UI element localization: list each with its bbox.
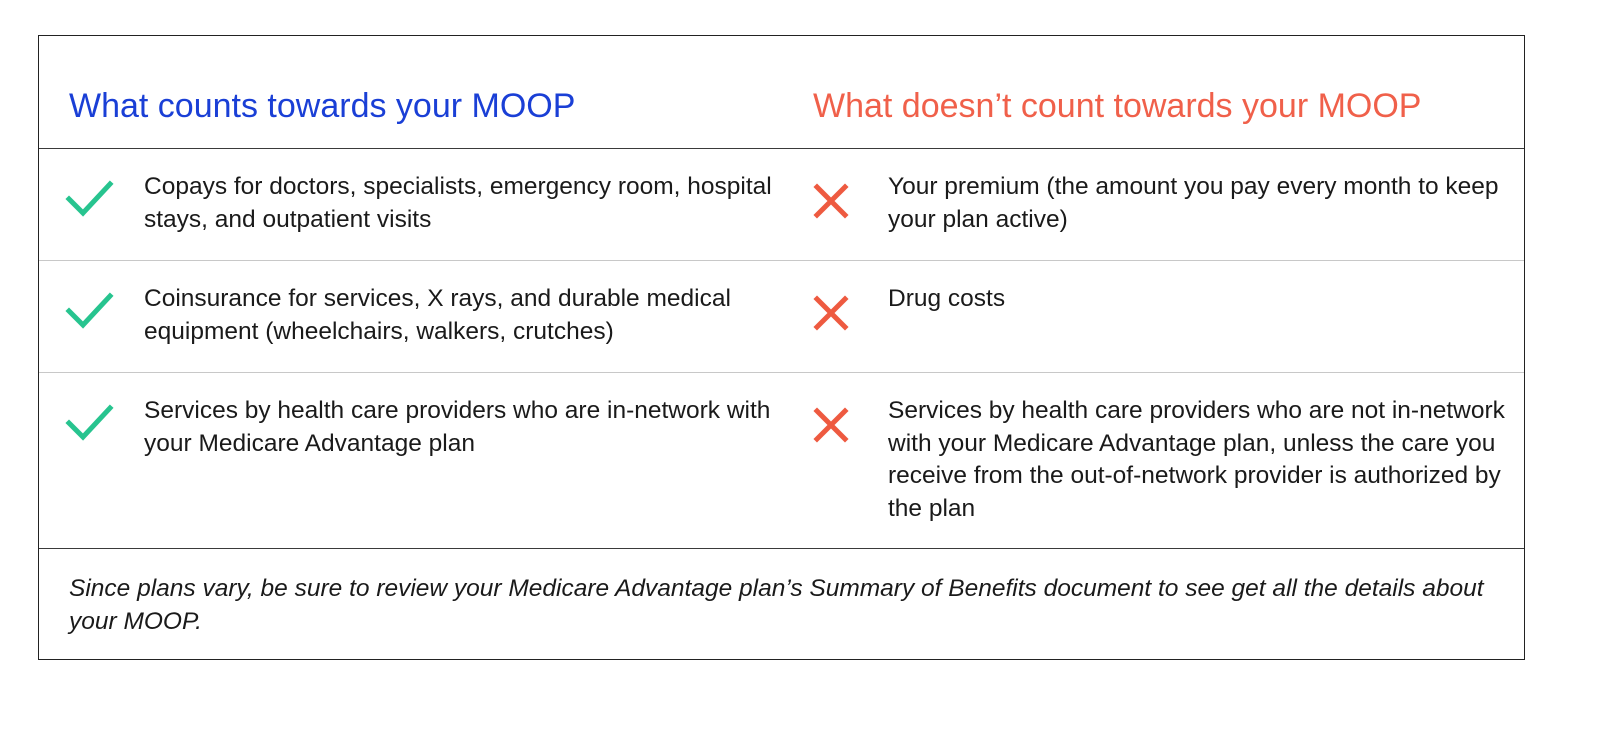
cross-icon — [807, 397, 857, 447]
footer-note: Since plans vary, be sure to review your Medicare Advantage plan’s Summary of Benefits document to see get all the details about your MOOP. — [69, 575, 1484, 635]
counts-item-text: Coinsurance for services, X rays, and durable medical equipment (wheelchairs, walkers, crutches) — [144, 285, 731, 345]
table-header-row — [39, 36, 1524, 149]
cross-icon — [807, 285, 857, 335]
counts-heading: What counts towards your MOOP — [69, 87, 576, 125]
check-icon — [65, 397, 115, 447]
not-counts-item-text: Services by health care providers who are not in-network with your Medicare Advantage plan, unless the care you receive from the out-of-network provider is authorized by the plan — [888, 397, 1505, 522]
table-row — [39, 261, 1524, 373]
cross-icon — [807, 173, 857, 223]
not-counts-item-text: Your premium (the amount you pay every month to keep your plan active) — [888, 173, 1499, 233]
check-icon — [65, 173, 115, 223]
table-row — [39, 373, 1524, 549]
table-footer-row — [39, 549, 1524, 659]
table-row — [39, 149, 1524, 261]
not-counts-item-text: Drug costs — [888, 285, 1006, 312]
check-icon — [65, 285, 115, 335]
counts-item-text: Services by health care providers who are in-network with your Medicare Advantage plan — [144, 397, 771, 457]
moop-comparison-table — [38, 35, 1525, 660]
counts-item-text: Copays for doctors, specialists, emergency room, hospital stays, and outpatient visits — [144, 173, 772, 233]
not-counts-heading: What doesn’t count towards your MOOP — [813, 87, 1422, 125]
